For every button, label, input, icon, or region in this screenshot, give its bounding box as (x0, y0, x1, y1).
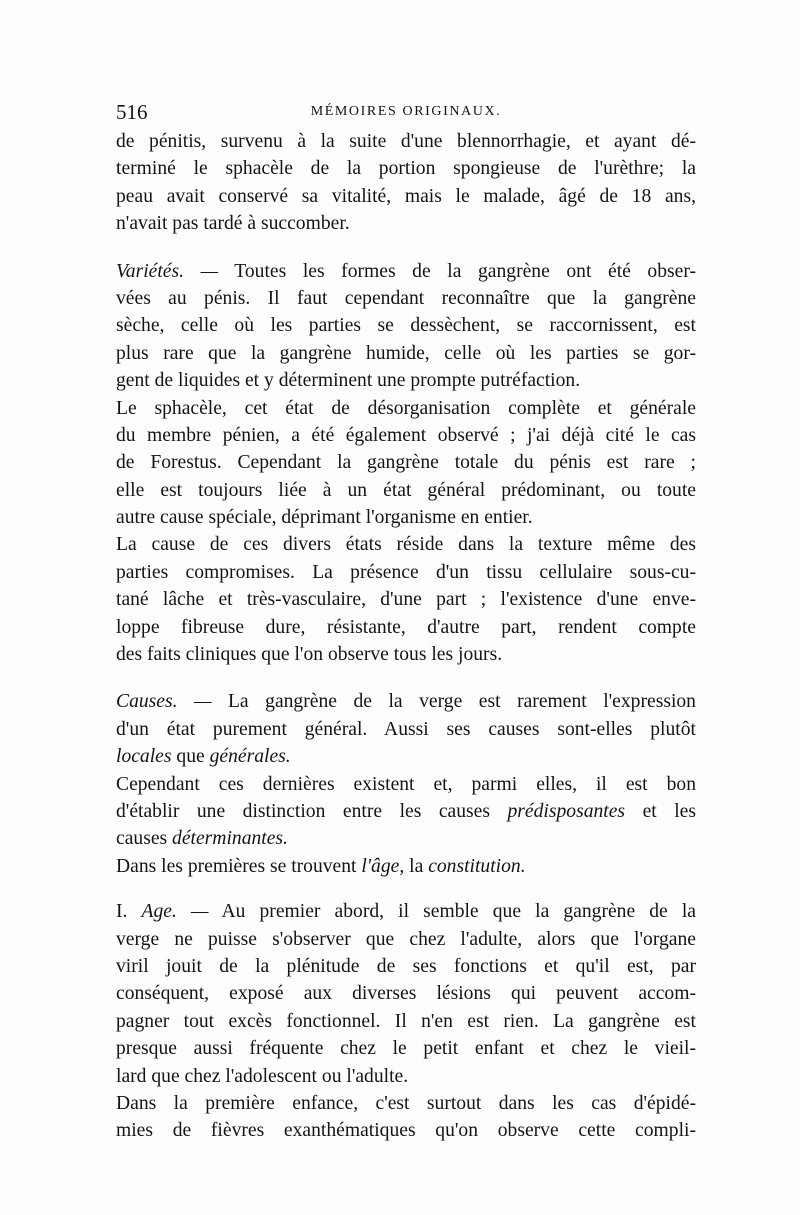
text-line: Le sphacèle, cet état de désorganisation complète et générale (116, 397, 696, 419)
paragraph-gap (116, 238, 696, 258)
text-line: d'établir une distinction entre les causes prédisposantes et les (116, 800, 696, 822)
text-line: vées au pénis. Il faut cependant reconnaître que la gangrène (116, 287, 696, 309)
text-line: peau avait conservé sa vitalité, mais le malade, âgé de 18 ans, (116, 185, 696, 207)
section-heading-causes: Causes. — (116, 691, 212, 713)
text-line: presque aussi fréquente chez le petit enfant et chez le vieil- (116, 1038, 696, 1060)
text-line: d'un état purement général. Aussi ses causes sont-elles plutôt (116, 718, 696, 740)
text-line: de pénitis, survenu à la suite d'une blennorrhagie, et ayant dé- (116, 131, 696, 152)
text-line: viril jouit de la plénitude de ses fonctions et qu'il est, par (116, 955, 696, 977)
text-line: des faits cliniques que l'on observe tous les jours. (116, 644, 503, 666)
text-line: sèche, celle où les parties se dessèchent, se raccornissent, est (116, 315, 696, 337)
section-heading-age: Age. — (141, 901, 209, 923)
text-line: La cause de ces divers états réside dans la texture même des (116, 534, 696, 556)
text-line: n'avait pas tardé à succomber. (116, 213, 350, 235)
running-title: MÉMOIRES ORIGINAUX. (310, 104, 502, 119)
text-line: Variétés. — Toutes les formes de la gangrène ont été obser- (116, 260, 696, 282)
text-line: lard que chez l'adolescent ou l'adulte. (116, 1065, 409, 1087)
text-line: Causes. — La gangrène de la verge est rarement l'expression (116, 691, 696, 713)
text-line: conséquent, exposé aux diverses lésions qui peuvent accom- (116, 983, 696, 1005)
text-line: Dans les premières se trouvent l'âge, la constitution. (116, 855, 526, 877)
text-line: parties compromises. La présence d'un tissu cellulaire sous-cu- (116, 561, 696, 583)
text-line: autre cause spéciale, déprimant l'organisme en entier. (116, 507, 533, 529)
page-number: 516 (116, 100, 148, 124)
text-line: loppe fibreuse dure, résistante, d'autre part, rendent compte (116, 616, 696, 638)
section-heading-varietes: Variétés. — (116, 260, 219, 282)
text-line: Dans la première enfance, c'est surtout dans les cas d'épidé- (116, 1092, 696, 1114)
text-line: terminé le sphacèle de la portion spongieuse de l'urèthre; la (116, 158, 696, 180)
text-line: de Forestus. Cependant la gangrène totale du pénis est rare ; (116, 452, 696, 474)
text-line: Cependant ces dernières existent et, parmi elles, il est bon (116, 773, 696, 795)
text-line: mies de fièvres exanthématiques qu'on observe cette compli- (116, 1120, 696, 1142)
text-line: du membre pénien, a été également observé ; j'ai déjà cité le cas (116, 424, 696, 446)
text-line: tané lâche et très-vasculaire, d'une part ; l'existence d'une enve- (116, 589, 696, 611)
text-line: pagner tout excès fonctionnel. Il n'en est rien. La gangrène est (116, 1010, 696, 1032)
page-header (116, 100, 696, 126)
text-line: verge ne puisse s'observer que chez l'adulte, alors que l'organe (116, 928, 696, 950)
paragraph-gap (116, 880, 696, 898)
text-line: elle est toujours liée à un état général prédominant, ou toute (116, 479, 696, 501)
text-line: gent de liquides et y déterminent une prompte putréfaction. (116, 370, 581, 392)
body-text (116, 128, 696, 1145)
text-line: I. Age. — Au premier abord, il semble que la gangrène de la (116, 901, 696, 923)
paragraph-gap (116, 668, 696, 688)
text-line: plus rare que la gangrène humide, celle où les parties se gor- (116, 342, 696, 364)
text-line: locales que générales. (116, 746, 291, 768)
text-line: causes déterminantes. (116, 828, 288, 850)
